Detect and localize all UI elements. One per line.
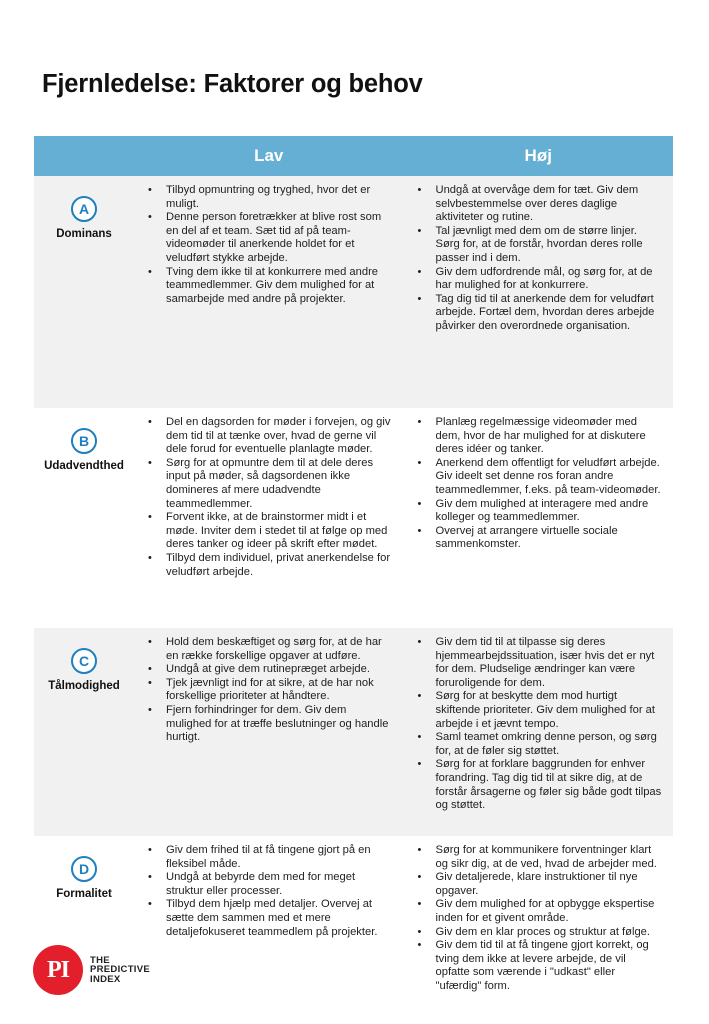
factor-label <box>34 408 134 628</box>
logo-line: INDEX <box>90 973 121 985</box>
logo-line: PREDICTIVE <box>90 964 151 976</box>
list-item: • Giv dem udfordrende mål, og sørg for, at de har mulighed for at konkurrere. <box>412 266 664 293</box>
list-item: • Tag dig tid til at anerkende dem for veludført arbejde. Fortæl dem, hvordan deres arbejde påvirker den overordnede organisation. <box>412 293 664 334</box>
factor-row-dominans <box>34 176 673 408</box>
table-header <box>34 136 673 176</box>
list-item: • Undgå at bebyrde dem med for meget struktur eller processer. <box>142 871 394 898</box>
header-empty-cell <box>34 136 134 176</box>
list-item: • Forvent ikke, at de brainstormer midt i et møde. Inviter dem i stedet til at følge op med deres tanker og ideer på skrift efter mødet. <box>142 511 394 552</box>
factor-name: Dominans <box>56 228 112 240</box>
header-low: Lav <box>254 146 284 165</box>
list-item: • Giv dem tid til at tilpasse sig deres hjemmearbejdssituation, især hvis det er nyt for dem. Pludselige ændringer kan være foruroligende for dem. <box>412 636 664 690</box>
factor-letter-badge: B <box>71 428 97 454</box>
list-item: • Sørg for at kommunikere forventninger klart og sikr dig, at de ved, hvad de arbejder med. <box>412 844 664 871</box>
logo-line: THE <box>90 954 110 966</box>
factor-label <box>34 176 134 408</box>
list-item: • Sørg for at forklare baggrunden for enhver forandring. Tag dig tid til at sikre dig, at de forstår årsagerne og føler sig både godt tilpas og støttet. <box>412 758 664 812</box>
list-item: • Overvej at arrangere virtuelle sociale sammenkomster. <box>412 525 664 552</box>
list-item: • Denne person foretrækker at blive rost som en del af et team. Sæt tid af på team-videomøder til anerkende holdet for et veludført stykke arbejde. <box>142 211 394 265</box>
list-item: • Hold dem beskæftiget og sørg for, at de har en række forskellige opgaver at udføre. <box>142 636 394 663</box>
page-title: Fjernledelse: Faktorer og behov <box>42 70 423 98</box>
low-cell <box>134 628 404 836</box>
list-item: • Del en dagsorden for møder i forvejen, og giv dem tid til at tænke over, hvad de gerne vil dele forud for eventuelle planlagte møder. <box>142 416 394 457</box>
list-item: • Saml teamet omkring denne person, og sørg for, at de føler sig støttet. <box>412 731 664 758</box>
factors-table <box>34 136 673 1024</box>
high-cell <box>404 176 674 408</box>
high-cell <box>404 408 674 628</box>
list-item: • Tilbyd opmuntring og tryghed, hvor det er muligt. <box>142 184 394 211</box>
factor-row-talmodighed <box>34 628 673 836</box>
list-item: • Giv dem en klar proces og struktur at følge. <box>412 926 664 940</box>
list-item: • Giv detaljerede, klare instruktioner til nye opgaver. <box>412 871 664 898</box>
high-cell <box>404 628 674 836</box>
list-item: • Tilbyd dem hjælp med detaljer. Overvej at sætte dem sammen med et mere detaljefokuseret teammedlem på projekter. <box>142 898 394 939</box>
factor-label <box>34 836 134 1024</box>
factor-letter-badge: D <box>71 856 97 882</box>
factor-letter-badge: A <box>71 196 97 222</box>
list-item: • Giv dem frihed til at få tingene gjort på en fleksibel måde. <box>142 844 394 871</box>
list-item: • Tving dem ikke til at konkurrere med andre teammedlemmer. Giv dem mulighed for at samarbejde med andre på projekter. <box>142 266 394 307</box>
logo-wordmark <box>90 956 150 985</box>
list-item: • Sørg for at opmuntre dem til at dele deres input på møder, så dagsordenen ikke domineres af mere udadvendte teammedlemmer. <box>142 457 394 511</box>
list-item: • Giv dem mulighed for at opbygge ekspertise inden for et givent område. <box>412 898 664 925</box>
factor-label <box>34 628 134 836</box>
list-item: • Planlæg regelmæssige videomøder med dem, hvor de har mulighed for at diskutere deres idéer og tanker. <box>412 416 664 457</box>
high-cell <box>404 836 674 1024</box>
factor-row-udadvendthed <box>34 408 673 628</box>
list-item: • Tjek jævnligt ind for at sikre, at de har nok forskellige prioriteter at håndtere. <box>142 677 394 704</box>
list-item: • Sørg for at beskytte dem mod hurtigt skiftende prioriteter. Giv dem mulighed for at arbejde i et jævnt tempo. <box>412 690 664 731</box>
predictive-index-logo <box>33 945 150 995</box>
list-item: • Undgå at give dem rutinepræget arbejde. <box>142 663 394 677</box>
list-item: • Fjern forhindringer for dem. Giv dem mulighed for at træffe beslutninger og handle hurtigt. <box>142 704 394 745</box>
list-item: • Giv dem mulighed at interagere med andre kolleger og teammedlemmer. <box>412 498 664 525</box>
list-item: • Anerkend dem offentligt for veludført arbejde. Giv ideelt set denne ros foran andre teammedlemmer, f.eks. på team-videomøder. <box>412 457 664 498</box>
list-item: • Tilbyd dem individuel, privat anerkendelse for veludført arbejde. <box>142 552 394 579</box>
factor-name: Udadvendthed <box>44 460 124 472</box>
low-cell <box>134 836 404 1024</box>
list-item: • Undgå at overvåge dem for tæt. Giv dem selvbestemmelse over deres daglige aktiviteter og rutine. <box>412 184 664 225</box>
list-item: • Giv dem tid til at få tingene gjort korrekt, og tving dem ikke at levere arbejde, de vil opfatte som værende i "udkast" eller "ufærdig" form. <box>412 939 664 993</box>
list-item: • Tal jævnligt med dem om de større linjer. Sørg for, at de forstår, hvordan deres rolle passer ind i dem. <box>412 225 664 266</box>
factor-letter-badge: C <box>71 648 97 674</box>
factor-row-formalitet <box>34 836 673 1024</box>
factor-name: Formalitet <box>56 888 112 900</box>
header-high: Høj <box>524 146 552 165</box>
low-cell <box>134 176 404 408</box>
logo-mark: PI <box>33 945 83 995</box>
low-cell <box>134 408 404 628</box>
factor-name: Tålmodighed <box>48 680 120 692</box>
